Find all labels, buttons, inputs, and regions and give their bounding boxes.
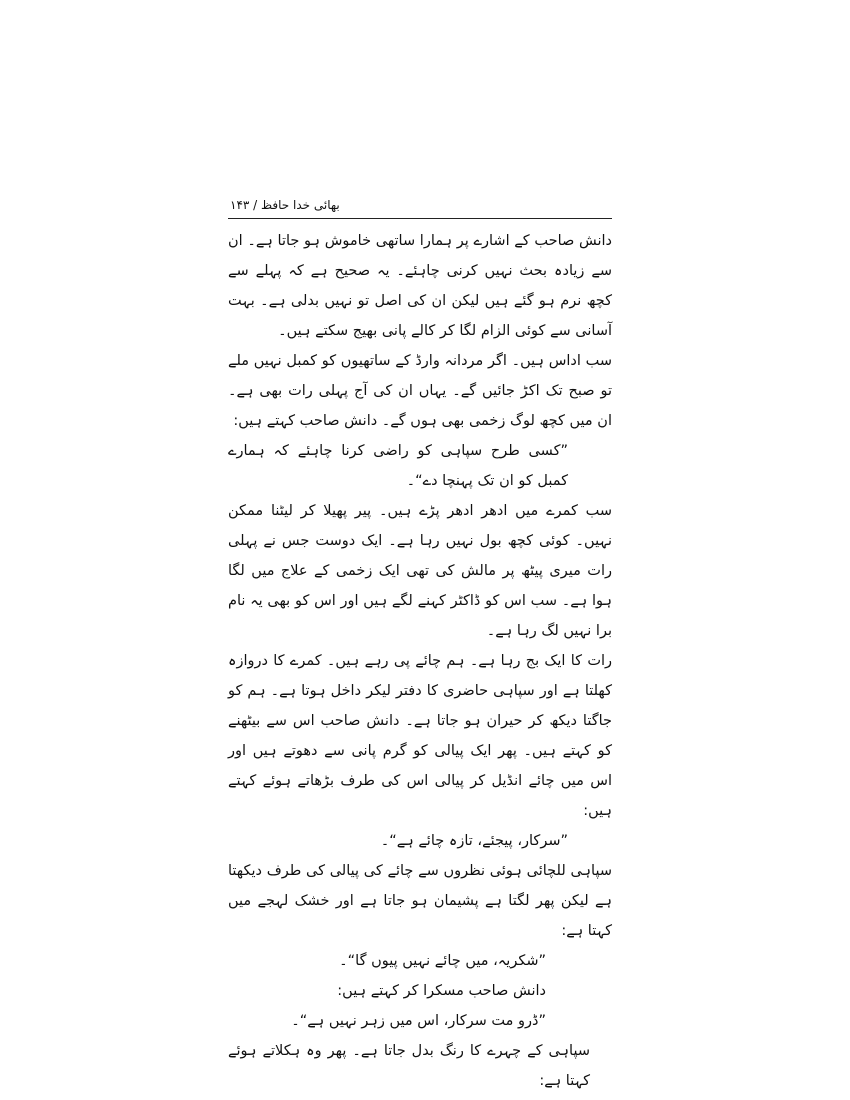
quote-paragraph: ”شکریہ، میں چائے نہیں پیوں گا“۔ bbox=[339, 953, 546, 969]
paragraph: رات کا ایک بج رہا ہے۔ ہم چائے پی رہے ہیں۔ کمرے کا دروازہ کھلتا ہے اور سپاہی حاضری کا دفتر لیکر داخل ہوتا ہے۔ ہم کو جاگتا دیکھ کر حیران ہو جاتا ہے۔ دانش صاحب اس سے بیٹھنے کو کہتے ہیں۔ پھر ایک پیالی کو گرم پانی سے دھوتے ہیں اور اس میں چائے انڈیل کر پیالی اس کی طرف بڑھاتے ہوئے کہتے ہیں: bbox=[228, 653, 612, 819]
paragraph: دانش صاحب کے اشارے پر ہمارا ساتھی خاموش ہو جاتا ہے۔ ان سے زیادہ بحث نہیں کرنی چاہئے۔ یہ صحیح ہے کہ پہلے سے کچھ نرم ہو گئے ہیں لیکن ان کی اصل تو نہیں بدلی ہے۔ بہت آسانی سے کوئی الزام لگا کر کالے پانی بھیج سکتے ہیں۔ bbox=[228, 233, 612, 339]
quote-paragraph: ”سرکار، پیجئے، تازہ چائے ہے“۔ bbox=[380, 833, 568, 849]
paragraph: دانش صاحب مسکرا کر کہتے ہیں: bbox=[337, 983, 546, 999]
quote-paragraph: ”کسی طرح سپاہی کو راضی کرنا چاہئے کہ ہمارے کمبل کو ان تک پہنچا دے“۔ bbox=[228, 443, 568, 489]
page-header bbox=[228, 196, 612, 219]
running-head: بھائی خدا حافظ / ۱۴۳ bbox=[230, 198, 340, 212]
page-body bbox=[228, 226, 612, 1096]
paragraph: سب کمرے میں ادھر ادھر پڑے ہیں۔ پیر پھیلا کر لیٹنا ممکن نہیں۔ کوئی کچھ بول نہیں رہا ہے۔ ایک دوست جس نے پہلی رات میری پیٹھ پر مالش کی تھی ایک زخمی کے علاج میں لگا ہوا ہے۔ سب اس کو ڈاکٹر کہنے لگے ہیں اور اس کو بھی یہ نام برا نہیں لگ رہا ہے۔ bbox=[228, 503, 612, 639]
paragraph: سپاہی کے چہرے کا رنگ بدل جاتا ہے۔ پھر وہ ہکلاتے ہوئے کہتا ہے: bbox=[228, 1043, 590, 1089]
paragraph: سپاہی للچائی ہوئی نظروں سے چائے کی پیالی کی طرف دیکھتا ہے لیکن پھر لگتا ہے پشیمان ہو جاتا ہے اور خشک لہجے میں کہتا ہے: bbox=[228, 863, 612, 939]
paragraph: سب اداس ہیں۔ اگر مردانہ وارڈ کے ساتھیوں کو کمبل نہیں ملے تو صبح تک اکڑ جائیں گے۔ یہاں ان کی آج پہلی رات بھی ہے۔ ان میں کچھ لوگ زخمی بھی ہوں گے۔ دانش صاحب کہتے ہیں: bbox=[228, 353, 612, 429]
quote-paragraph: ”ڈرو مت سرکار، اس میں زہر نہیں ہے“۔ bbox=[291, 1013, 546, 1029]
